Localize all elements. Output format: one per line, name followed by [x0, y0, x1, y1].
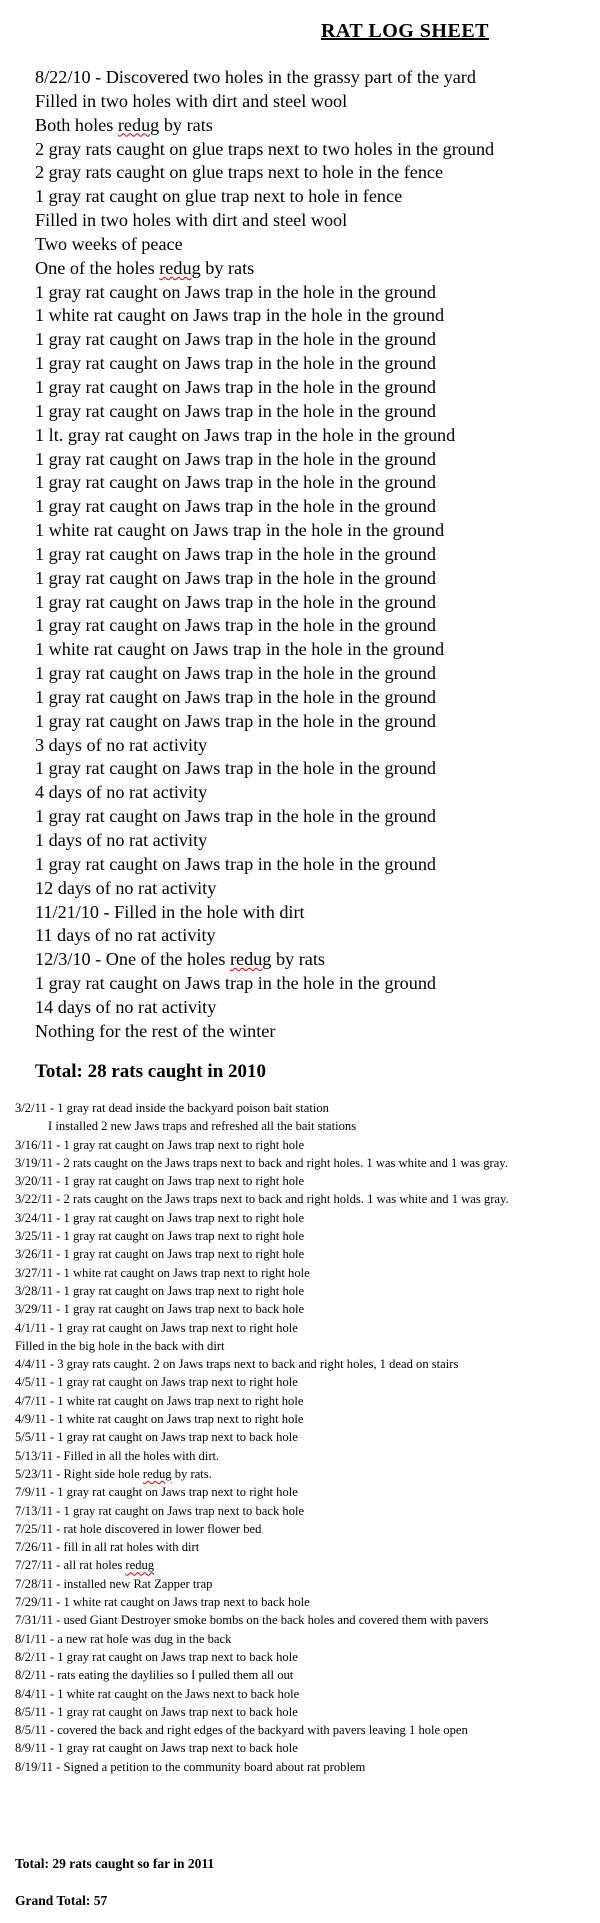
log-entry: 1 gray rat caught on Jaws trap in the hole in the ground [35, 496, 437, 517]
log-entry: 7/26/11 - fill in all rat holes with dirt [15, 1540, 200, 1555]
log-entry: 8/19/11 - Signed a petition to the community board about rat problem [15, 1759, 366, 1774]
total-2010: Total: 28 rats caught in 2010 [35, 1061, 267, 1082]
log-entry: Two weeks of peace [35, 233, 183, 254]
log-entry: 1 white rat caught on Jaws trap in the hole in the ground [35, 305, 445, 326]
log-entry: 1 white rat caught on Jaws trap in the hole in the ground [35, 639, 445, 660]
log-entry: 11/21/10 - Filled in the hole with dirt [35, 901, 305, 922]
log-entry: 3/2/11 - 1 gray rat dead inside the backyard poison bait station [15, 1101, 329, 1115]
log-entry: 1 gray rat caught on glue trap next to hole in fence [35, 186, 403, 207]
log-entry: 3 days of no rat activity [35, 734, 208, 755]
log-entry: 8/1/11 - a new rat hole was dug in the back [15, 1631, 232, 1646]
log-entry: 1 gray rat caught on Jaws trap in the hole in the ground [35, 400, 437, 421]
log-2010-list [35, 66, 595, 1044]
log-entry: One of the holes redug by rats [35, 257, 255, 278]
log-entry: 7/31/11 - used Giant Destroyer smoke bombs on the back holes and covered them with pavers [15, 1613, 489, 1628]
log-entry: 4/5/11 - 1 gray rat caught on Jaws trap next to right hole [15, 1375, 298, 1390]
total-2011: Total: 29 rats caught so far in 2011 [15, 1856, 215, 1871]
log-entry: Filled in the big hole in the back with dirt [15, 1338, 225, 1353]
log-entry: 4/9/11 - 1 white rat caught on Jaws trap next to right hole [15, 1412, 304, 1427]
log-entry: 3/19/11 - 2 rats caught on the Jaws traps next to back and right holes. 1 was white and 1 was gray. [15, 1155, 508, 1170]
log-entry: 4/7/11 - 1 white rat caught on Jaws trap next to right hole [15, 1393, 304, 1408]
log-entry: 1 gray rat caught on Jaws trap in the hole in the ground [35, 472, 437, 493]
log-entry: 4 days of no rat activity [35, 782, 208, 803]
log-entry: 1 gray rat caught on Jaws trap in the hole in the ground [35, 591, 437, 612]
log-entry: 3/16/11 - 1 gray rat caught on Jaws trap next to right hole [15, 1137, 305, 1152]
log-entry: 8/22/10 - Discovered two holes in the grassy part of the yard [35, 67, 476, 87]
log-entry: 1 white rat caught on Jaws trap in the hole in the ground [35, 520, 445, 541]
log-entry: 1 gray rat caught on Jaws trap in the hole in the ground [35, 353, 437, 374]
log-2011-list [15, 1099, 595, 1776]
log-entry: 1 gray rat caught on Jaws trap in the hole in the ground [35, 448, 437, 469]
log-entry: 3/20/11 - 1 gray rat caught on Jaws trap next to right hole [15, 1174, 305, 1189]
log-entry: 12 days of no rat activity [35, 877, 217, 898]
log-entry: 1 gray rat caught on Jaws trap in the hole in the ground [35, 615, 437, 636]
log-entry: 3/25/11 - 1 gray rat caught on Jaws trap next to right hole [15, 1229, 305, 1244]
log-entry: 1 gray rat caught on Jaws trap in the hole in the ground [35, 710, 437, 731]
log-entry: 1 gray rat caught on Jaws trap in the hole in the ground [35, 329, 437, 350]
log-entry: 12/3/10 - One of the holes redug by rats [35, 949, 325, 970]
log-entry: 1 gray rat caught on Jaws trap in the hole in the ground [35, 567, 437, 588]
log-entry: 3/26/11 - 1 gray rat caught on Jaws trap next to right hole [15, 1247, 305, 1262]
log-entry: 7/9/11 - 1 gray rat caught on Jaws trap next to right hole [15, 1485, 298, 1500]
log-entry: 5/13/11 - Filled in all the holes with dirt. [15, 1448, 220, 1463]
log-entry: Both holes redug by rats [35, 114, 213, 135]
log-entry: 7/29/11 - 1 white rat caught on Jaws trap next to back hole [15, 1595, 310, 1610]
log-entry: 7/27/11 - all rat holes redug [15, 1558, 155, 1573]
log-entry: 3/28/11 - 1 gray rat caught on Jaws trap next to right hole [15, 1283, 305, 1298]
log-entry: Filled in two holes with dirt and steel wool [35, 210, 348, 231]
log-entry: 1 lt. gray rat caught on Jaws trap in the hole in the ground [35, 424, 456, 445]
grand-total: Grand Total: 57 [15, 1893, 108, 1908]
log-entry: 2 gray rats caught on glue traps next to hole in the fence [35, 162, 444, 183]
log-entry: 1 gray rat caught on Jaws trap in the hole in the ground [35, 281, 437, 302]
log-entry: 1 gray rat caught on Jaws trap in the hole in the ground [35, 686, 437, 707]
document-title: RAT LOG SHEET [320, 20, 490, 42]
log-entry: 1 gray rat caught on Jaws trap in the hole in the ground [35, 376, 437, 397]
log-entry: 3/29/11 - 1 gray rat caught on Jaws trap next to back hole [15, 1302, 305, 1317]
log-entry: 1 gray rat caught on Jaws trap in the hole in the ground [35, 543, 437, 564]
log-entry: 1 gray rat caught on Jaws trap in the hole in the ground [35, 973, 437, 994]
log-entry: 1 days of no rat activity [35, 830, 208, 850]
log-entry: 8/2/11 - 1 gray rat caught on Jaws trap next to back hole [15, 1649, 298, 1664]
log-entry: 8/5/11 - covered the back and right edges of the backyard with pavers leaving 1 hole open [15, 1723, 468, 1738]
log-entry: 7/28/11 - installed new Rat Zapper trap [15, 1576, 213, 1591]
log-entry: 7/13/11 - 1 gray rat caught on Jaws trap next to back hole [15, 1503, 305, 1518]
log-entry: 7/25/11 - rat hole discovered in lower flower bed [15, 1521, 262, 1536]
log-entry: 5/23/11 - Right side hole redug by rats. [15, 1466, 212, 1481]
log-entry: Nothing for the rest of the winter [35, 1020, 276, 1041]
log-entry: 8/2/11 - rats eating the daylilies so I pulled them all out [15, 1668, 294, 1683]
log-entry: 3/27/11 - 1 white rat caught on Jaws trap next to right hole [15, 1265, 310, 1280]
log-entry: 1 gray rat caught on Jaws trap in the hole in the ground [35, 853, 437, 874]
log-entry: 4/4/11 - 3 gray rats caught. 2 on Jaws traps next to back and right holes, 1 dead on stairs [15, 1357, 459, 1372]
log-entry: 4/1/11 - 1 gray rat caught on Jaws trap next to right hole [15, 1320, 298, 1335]
log-entry: 1 gray rat caught on Jaws trap in the hole in the ground [35, 758, 437, 779]
log-entry: 3/22/11 - 2 rats caught on the Jaws traps next to back and right holds. 1 was white and 1 was gray. [15, 1192, 509, 1207]
log-entry: I installed 2 new Jaws traps and refreshed all the bait stations [48, 1119, 357, 1134]
log-entry: 8/9/11 - 1 gray rat caught on Jaws trap next to back hole [15, 1741, 298, 1756]
log-entry: 2 gray rats caught on glue traps next to two holes in the ground [35, 138, 495, 159]
log-entry: 8/5/11 - 1 gray rat caught on Jaws trap next to back hole [15, 1704, 298, 1719]
log-entry: 14 days of no rat activity [35, 996, 217, 1017]
log-entry: 11 days of no rat activity [35, 925, 216, 946]
log-entry: 3/24/11 - 1 gray rat caught on Jaws trap next to right hole [15, 1210, 305, 1225]
log-entry: 5/5/11 - 1 gray rat caught on Jaws trap next to back hole [15, 1430, 298, 1445]
log-entry: 1 gray rat caught on Jaws trap in the hole in the ground [35, 663, 437, 684]
log-entry: 1 gray rat caught on Jaws trap in the hole in the ground [35, 806, 437, 827]
log-entry: 8/4/11 - 1 white rat caught on the Jaws next to back hole [15, 1686, 300, 1701]
log-entry: Filled in two holes with dirt and steel wool [35, 90, 348, 111]
